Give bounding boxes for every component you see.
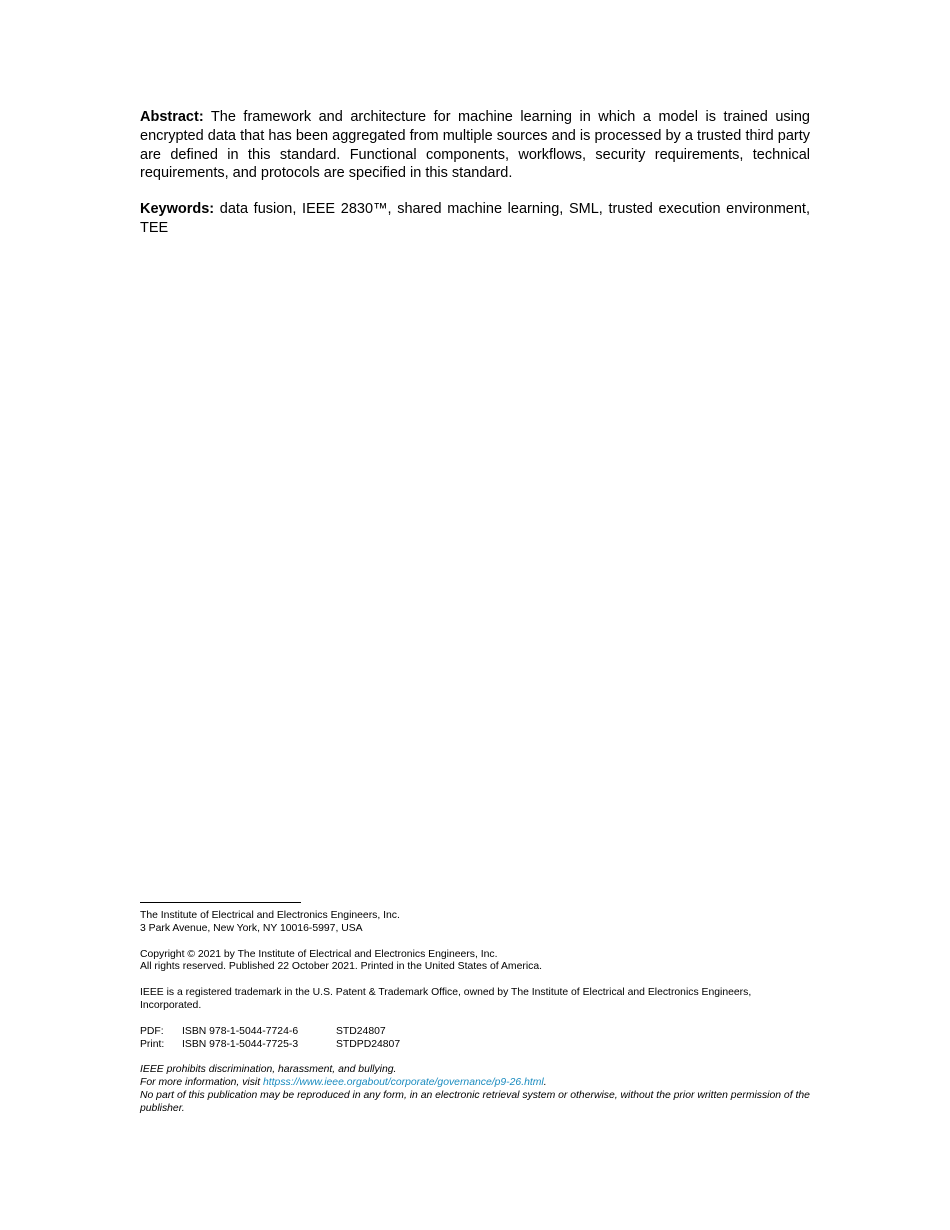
copyright-line: Copyright © 2021 by The Institute of Electrical and Electronics Engineers, Inc. (140, 948, 498, 960)
isbn-format: Print: (140, 1038, 165, 1050)
copyright-footer (140, 902, 810, 1129)
isbn-block (140, 1026, 810, 1052)
trademark-block (140, 987, 810, 1013)
keywords-label: Keywords: (140, 201, 215, 218)
publisher-address: 3 Park Avenue, New York, NY 10016-5997, USA (140, 922, 363, 934)
abstract-paragraph (140, 108, 810, 183)
trademark-text: IEEE is a registered trademark in the U.S. Patent & Trademark Office, owned by The Institute of Electrical and Electronics Engineers, Incorporated. (140, 987, 752, 1011)
more-info-prefix: For more information, visit (140, 1077, 263, 1089)
more-info-suffix: . (543, 1077, 547, 1089)
rights-line: All rights reserved. Published 22 October 2021. Printed in the United States of America. (140, 961, 542, 973)
isbn-row-pdf (140, 1026, 810, 1039)
reproduction-notice: No part of this publication may be reproduced in any form, in an electronic retrieval system or otherwise, without the prior written permission of the publisher. (140, 1089, 810, 1114)
publisher-block (140, 910, 810, 936)
isbn-row-print (140, 1039, 810, 1052)
main-content (140, 108, 810, 238)
notice-block (140, 1064, 810, 1115)
abstract-label: Abstract: (140, 109, 204, 125)
isbn-code: STD24807 (336, 1025, 386, 1037)
copyright-block (140, 949, 810, 975)
isbn-number: ISBN 978-1-5044-7725-3 (182, 1038, 299, 1050)
footer-divider (140, 902, 301, 903)
publisher-name: The Institute of Electrical and Electronics Engineers, Inc. (140, 910, 400, 921)
isbn-format: PDF: (140, 1025, 164, 1037)
abstract-text: The framework and architecture for machine learning in which a model is trained using encrypted data that has been aggregated from multiple sources and is processed by a trusted third party are defined in this standard. Functional components, workflows, security requirements, technical requirements, and protocols are specified in this standard. (140, 109, 810, 182)
isbn-number: ISBN 978-1-5044-7724-6 (182, 1025, 299, 1037)
isbn-code: STDPD24807 (336, 1038, 401, 1050)
governance-link[interactable]: httpss://www.ieee.orgabout/corporate/governance/p9-26.html (263, 1077, 544, 1089)
more-info-line (140, 1077, 810, 1090)
discrimination-notice: IEEE prohibits discrimination, harassment, and bullying. (140, 1064, 397, 1076)
keywords-text: data fusion, IEEE 2830™, shared machine learning, SML, trusted execution environment, TEE (140, 201, 810, 236)
keywords-paragraph (140, 200, 810, 238)
